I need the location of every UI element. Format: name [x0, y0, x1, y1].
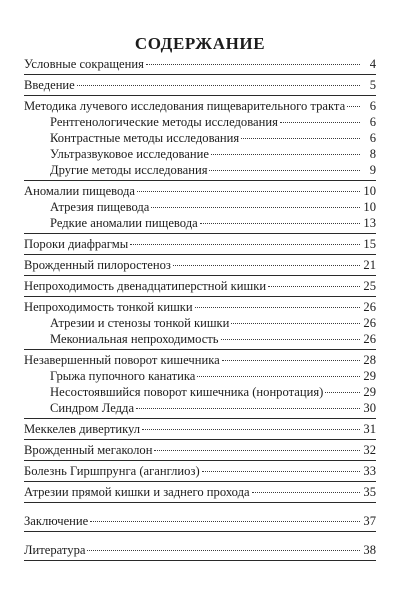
dot-leader	[211, 154, 360, 155]
dot-leader	[173, 265, 360, 266]
entry-title: Атрезии прямой кишки и заднего прохода	[24, 485, 250, 499]
toc-entry	[24, 352, 376, 368]
page-number: 28	[363, 353, 376, 367]
page-number: 10	[363, 184, 376, 198]
toc-subentry	[24, 315, 376, 331]
toc-subentry	[24, 400, 376, 416]
toc-section	[24, 56, 376, 75]
page-number: 15	[363, 237, 376, 251]
toc-section	[24, 542, 376, 561]
dot-leader	[202, 471, 360, 472]
dot-leader	[280, 122, 360, 123]
dot-leader	[231, 323, 360, 324]
page-number: 26	[363, 300, 376, 314]
toc-entry	[24, 236, 376, 252]
entry-title: Болезнь Гиршпрунга (аганглиоз)	[24, 464, 200, 478]
page-number: 29	[363, 369, 376, 383]
toc-entry	[24, 77, 376, 93]
page-number: 26	[363, 316, 376, 330]
dot-leader	[77, 85, 360, 86]
toc-subentry	[24, 114, 376, 130]
page-number: 21	[363, 258, 376, 272]
entry-title: Ультразвуковое исследование	[50, 147, 209, 161]
toc-entry	[24, 299, 376, 315]
toc-section	[24, 257, 376, 276]
page-number: 25	[363, 279, 376, 293]
entry-title: Методика лучевого исследования пищеварительного тракта	[24, 99, 346, 113]
entry-title: Пороки диафрагмы	[24, 237, 129, 251]
toc-section	[24, 484, 376, 503]
entry-title: Рентгенологические методы исследования	[50, 115, 278, 129]
dot-leader	[200, 223, 360, 224]
toc-entry	[24, 542, 376, 558]
page-number: 6	[369, 99, 376, 113]
page-number: 29	[363, 385, 376, 399]
page-number: 4	[369, 57, 376, 71]
dot-leader	[136, 408, 360, 409]
toc-subentry	[24, 162, 376, 178]
entry-title: Синдром Ледда	[50, 401, 135, 415]
dot-leader	[151, 207, 360, 208]
toc-subentry	[24, 215, 376, 231]
dot-leader	[137, 191, 360, 192]
dot-leader	[268, 286, 360, 287]
page-title: СОДЕРЖАНИЕ	[134, 34, 266, 53]
toc-subentry	[24, 331, 376, 347]
entry-title: Аномалии пищевода	[24, 184, 135, 198]
toc-entry	[24, 183, 376, 199]
entry-title: Литература	[24, 543, 86, 557]
page-number: 38	[363, 543, 376, 557]
dot-leader	[325, 392, 360, 393]
dot-leader	[347, 106, 360, 107]
page-number: 6	[369, 131, 376, 145]
toc-entry	[24, 513, 376, 529]
entry-title: Условные сокращения	[24, 57, 144, 71]
entry-title: Грыжа пупочного канатика	[50, 369, 196, 383]
toc-section	[24, 463, 376, 482]
entry-title: Непроходимость двенадцатиперстной кишки	[24, 279, 267, 293]
dot-leader	[146, 64, 360, 65]
page-number: 37	[363, 514, 376, 528]
toc-subentry	[24, 146, 376, 162]
entry-title: Врожденный мегаколон	[24, 443, 153, 457]
table-of-contents	[24, 56, 376, 563]
page-number: 32	[363, 443, 376, 457]
entry-title: Незавершенный поворот кишечника	[24, 353, 220, 367]
dot-leader	[241, 138, 360, 139]
entry-title: Мекониальная непроходимость	[50, 332, 219, 346]
toc-subentry	[24, 384, 376, 400]
dot-leader	[195, 307, 360, 308]
toc-subentry	[24, 199, 376, 215]
toc-entry	[24, 98, 376, 114]
entry-title: Несостоявшийся поворот кишечника (нонротация)	[50, 385, 324, 399]
entry-title: Введение	[24, 78, 75, 92]
toc-entry	[24, 56, 376, 72]
page-number: 33	[363, 464, 376, 478]
page-number: 13	[363, 216, 376, 230]
dot-leader	[221, 339, 360, 340]
toc-entry	[24, 463, 376, 479]
page-number: 31	[363, 422, 376, 436]
entry-title: Атрезии и стенозы тонкой кишки	[50, 316, 230, 330]
toc-subentry	[24, 130, 376, 146]
toc-section	[24, 183, 376, 234]
toc-entry	[24, 421, 376, 437]
toc-entry	[24, 442, 376, 458]
section-gap	[24, 505, 376, 513]
page-number: 8	[369, 147, 376, 161]
toc-section	[24, 299, 376, 350]
toc-entry	[24, 278, 376, 294]
toc-section	[24, 77, 376, 96]
page-number: 9	[369, 163, 376, 177]
dot-leader	[197, 376, 360, 377]
page-number: 35	[363, 485, 376, 499]
page-number: 30	[363, 401, 376, 415]
entry-title: Врожденный пилоростеноз	[24, 258, 171, 272]
toc-subentry	[24, 368, 376, 384]
toc-section	[24, 442, 376, 461]
entry-title: Заключение	[24, 514, 89, 528]
page-number: 6	[369, 115, 376, 129]
dot-leader	[90, 521, 360, 522]
dot-leader	[209, 170, 360, 171]
page-number: 10	[363, 200, 376, 214]
dot-leader	[130, 244, 360, 245]
entry-title: Атрезия пищевода	[50, 200, 150, 214]
toc-section	[24, 236, 376, 255]
dot-leader	[87, 550, 360, 551]
toc-entry	[24, 484, 376, 500]
page-number: 5	[369, 78, 376, 92]
dot-leader	[142, 429, 360, 430]
section-gap	[24, 534, 376, 542]
dot-leader	[252, 492, 360, 493]
entry-title: Редкие аномалии пищевода	[50, 216, 198, 230]
entry-title: Непроходимость тонкой кишки	[24, 300, 193, 314]
dot-leader	[222, 360, 360, 361]
dot-leader	[154, 450, 360, 451]
toc-section	[24, 513, 376, 532]
toc-section	[24, 278, 376, 297]
toc-section	[24, 352, 376, 419]
toc-section	[24, 421, 376, 440]
entry-title: Меккелев дивертикул	[24, 422, 141, 436]
entry-title: Другие методы исследования	[50, 163, 208, 177]
page-number: 26	[363, 332, 376, 346]
entry-title: Контрастные методы исследования	[50, 131, 240, 145]
toc-section	[24, 98, 376, 181]
toc-entry	[24, 257, 376, 273]
